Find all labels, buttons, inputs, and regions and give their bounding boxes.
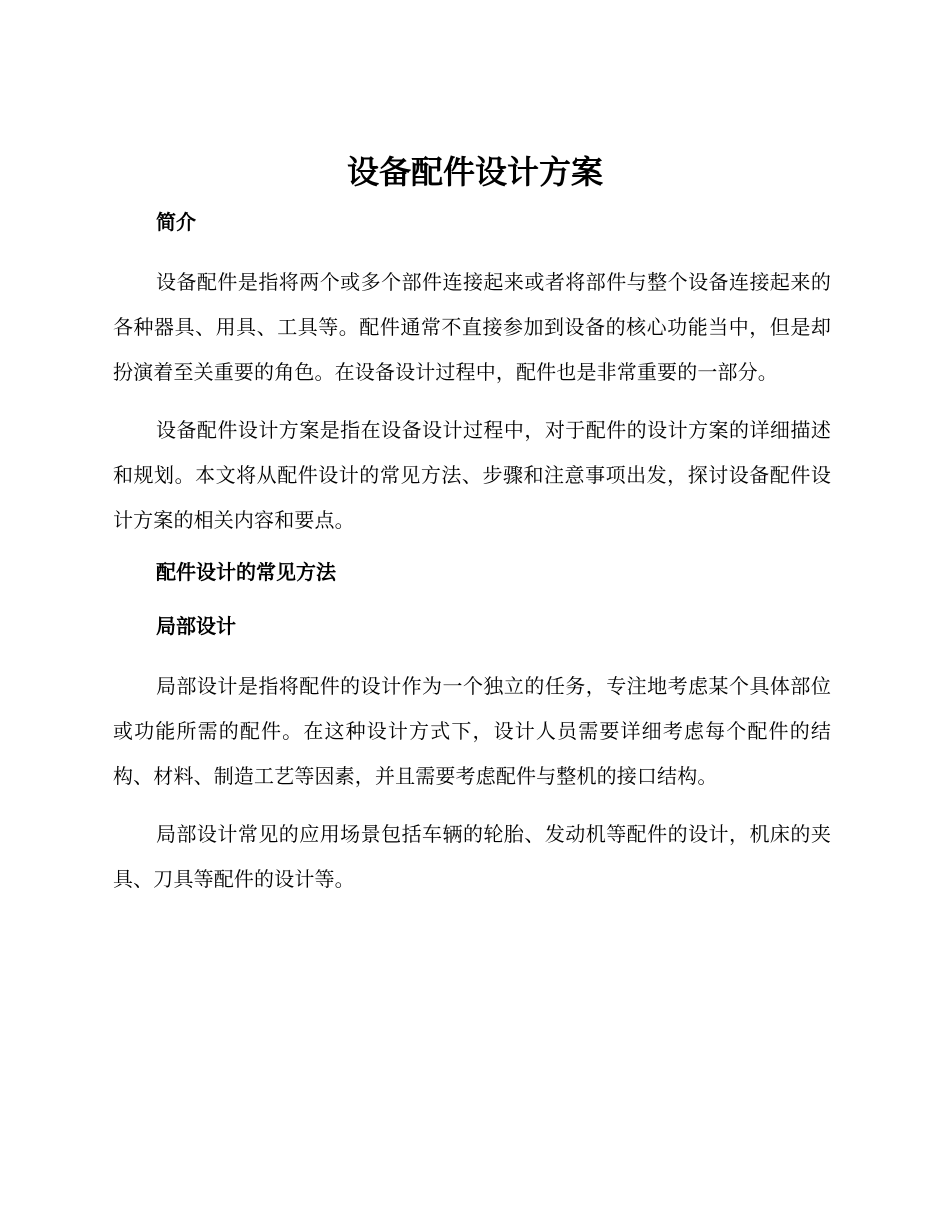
paragraph-intro-2: 设备配件设计方案是指在设备设计过程中，对于配件的设计方案的详细描述和规划。本文将从配件设计的常见方法、步骤和注意事项出发，探讨设备配件设计方案的相关内容和要点。 <box>113 418 831 532</box>
subsection-heading-local-design: 局部设计 <box>156 614 236 638</box>
paragraph-local-design-1: 局部设计是指将配件的设计作为一个独立的任务，专注地考虑某个具体部位或功能所需的配件。在这种设计方式下，设计人员需要详细考虑每个配件的结构、材料、制造工艺等因素，并且需要考虑配件与整机的接口结构。 <box>113 674 831 788</box>
section-heading-common-methods: 配件设计的常见方法 <box>156 560 336 584</box>
paragraph-intro-1: 设备配件是指将两个或多个部件连接起来或者将部件与整个设备连接起来的各种器具、用具、工具等。配件通常不直接参加到设备的核心功能当中，但是却扮演着至关重要的角色。在设备设计过程中，配件也是非常重要的一部分。 <box>113 270 831 384</box>
paragraph-local-design-2: 局部设计常见的应用场景包括车辆的轮胎、发动机等配件的设计，机床的夹具、刀具等配件的设计等。 <box>113 822 831 891</box>
document-title: 设备配件设计方案 <box>346 153 603 191</box>
document-body <box>113 206 831 915</box>
section-heading-intro: 简介 <box>156 210 196 234</box>
